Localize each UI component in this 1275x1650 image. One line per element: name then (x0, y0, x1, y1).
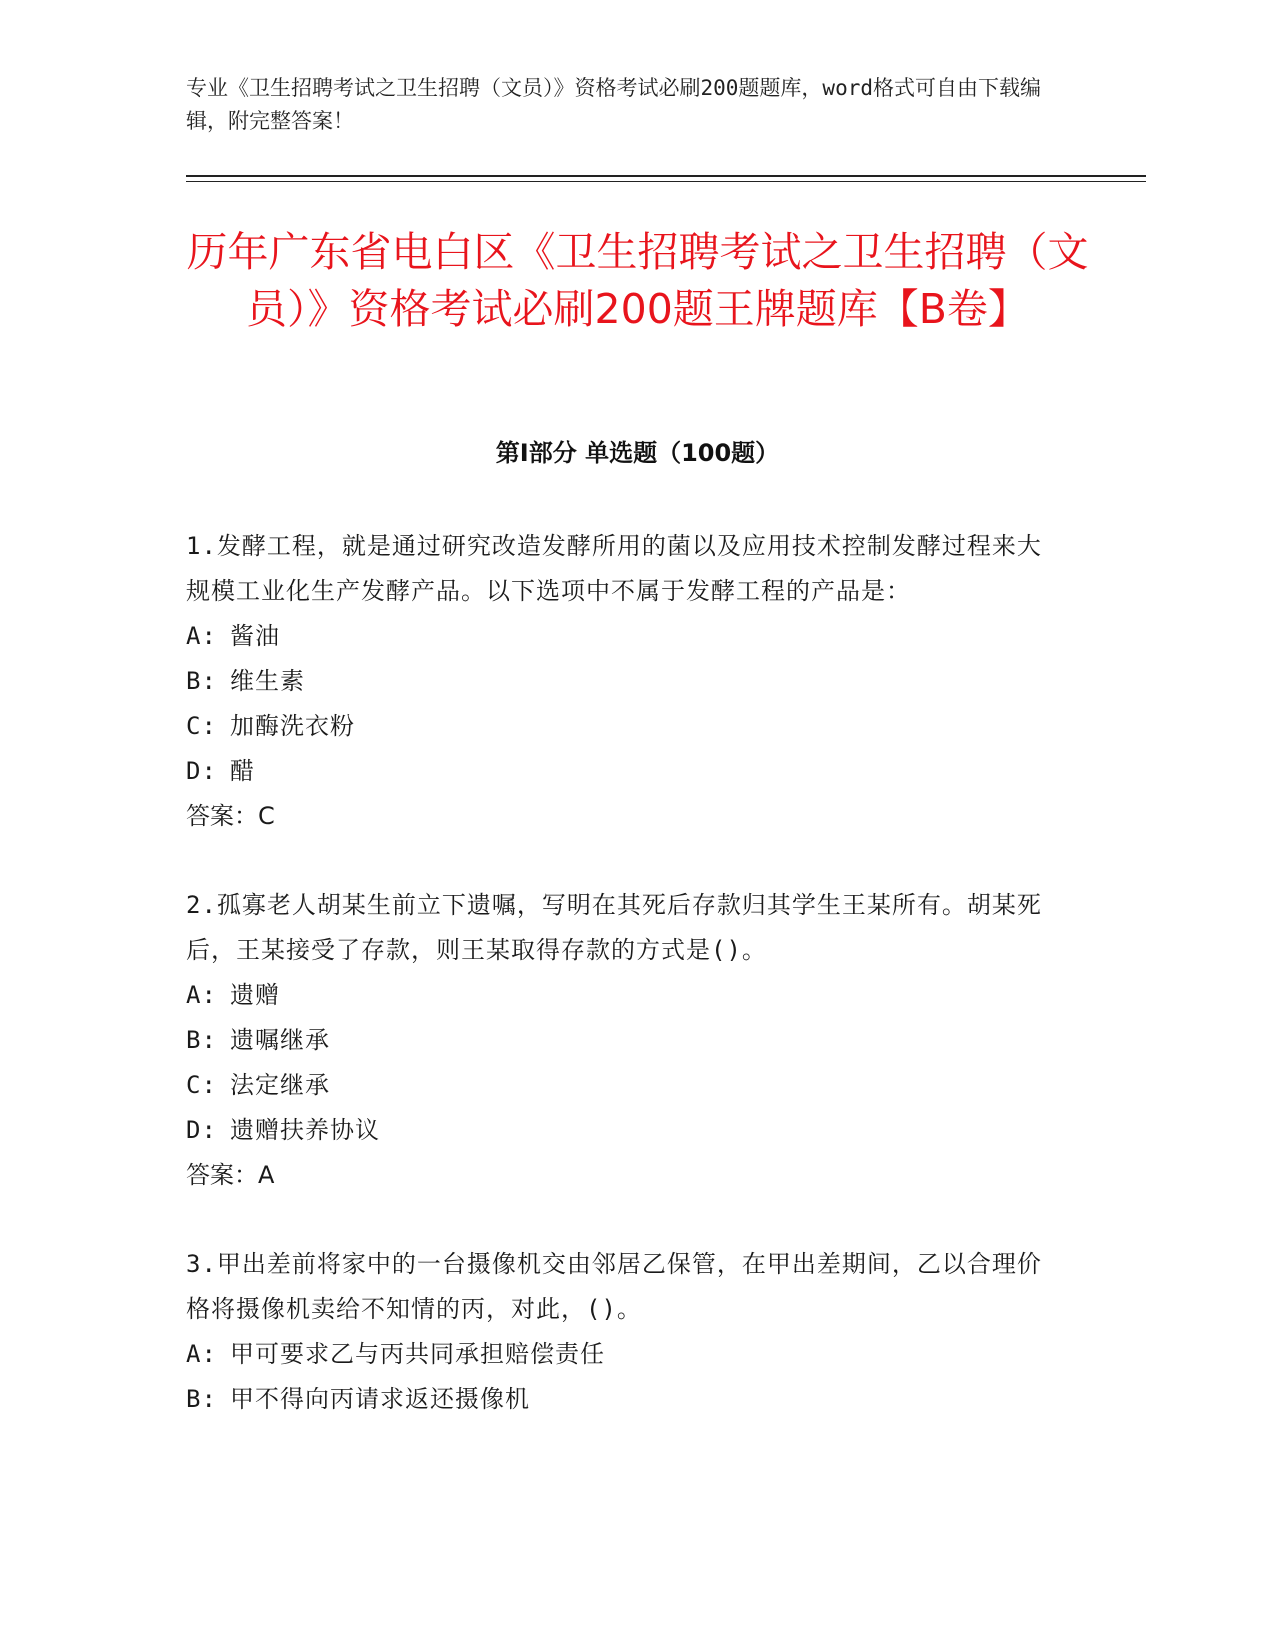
option-text: 维生素 (230, 667, 305, 695)
option-key: C: (186, 1071, 217, 1099)
question-list (186, 524, 1066, 1466)
option-b (186, 659, 1066, 704)
header-rule-thin (186, 181, 1146, 182)
header-note: 专业《卫生招聘考试之卫生招聘（文员）》资格考试必刷200题题库，word格式可自由下载编辑，附完整答案！ (186, 76, 1041, 133)
option-c (186, 1063, 1066, 1108)
option-text: 遗赠 (230, 981, 280, 1009)
option-text: 甲不得向丙请求返还摄像机 (230, 1385, 530, 1413)
document-title: 历年广东省电白区《卫生招聘考试之卫生招聘（文员）》资格考试必刷200题王牌题库【B卷】 (186, 228, 1089, 333)
question-2 (186, 883, 1066, 1198)
question-stem: 2.孤寡老人胡某生前立下遗嘱，写明在其死后存款归其学生王某所有。胡某死后，王某接受了存款，则王某取得存款的方式是()。 (186, 891, 1042, 964)
option-c (186, 704, 1066, 749)
answer-line: 答案：C (186, 802, 275, 830)
option-key: B: (186, 667, 217, 695)
option-text: 加酶洗衣粉 (230, 712, 355, 740)
option-b (186, 1018, 1066, 1063)
option-text: 法定继承 (230, 1071, 330, 1099)
option-key: D: (186, 1116, 217, 1144)
option-d (186, 749, 1066, 794)
option-a (186, 1332, 1066, 1377)
option-key: B: (186, 1026, 217, 1054)
option-d (186, 1108, 1066, 1153)
option-text: 醋 (230, 757, 255, 785)
question-3 (186, 1242, 1066, 1422)
option-key: D: (186, 757, 217, 785)
option-text: 酱油 (230, 622, 280, 650)
option-key: C: (186, 712, 217, 740)
option-key: A: (186, 1340, 217, 1368)
question-1 (186, 524, 1066, 839)
option-key: B: (186, 1385, 217, 1413)
option-text: 遗嘱继承 (230, 1026, 330, 1054)
answer-line: 答案：A (186, 1161, 275, 1189)
option-key: A: (186, 622, 217, 650)
option-a (186, 973, 1066, 1018)
question-stem: 3.甲出差前将家中的一台摄像机交由邻居乙保管，在甲出差期间，乙以合理价格将摄像机卖给不知情的丙，对此，()。 (186, 1250, 1042, 1323)
question-stem: 1.发酵工程，就是通过研究改造发酵所用的菌以及应用技术控制发酵过程来大规模工业化生产发酵产品。以下选项中不属于发酵工程的产品是： (186, 532, 1042, 605)
option-b (186, 1377, 1066, 1422)
section-title: 第I部分 单选题（100题） (495, 439, 780, 467)
option-key: A: (186, 981, 217, 1009)
option-text: 遗赠扶养协议 (230, 1116, 380, 1144)
option-a (186, 614, 1066, 659)
option-text: 甲可要求乙与丙共同承担赔偿责任 (230, 1340, 605, 1368)
header-rule-thick (186, 175, 1146, 177)
